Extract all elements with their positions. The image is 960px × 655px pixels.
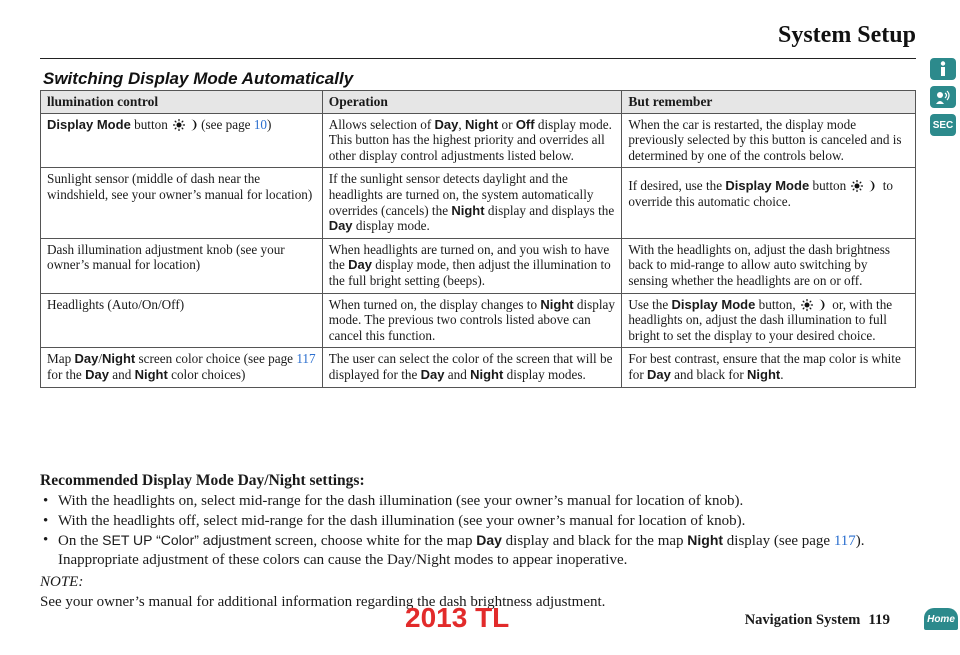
list-item xyxy=(40,512,920,531)
cell-text: display and displays the xyxy=(484,202,615,218)
remember-cell: When the car is restarted, the display mode previously selected by this button is canceled and is determined by one of the controls below. xyxy=(622,113,916,168)
recommended-list xyxy=(40,492,920,570)
operation-cell xyxy=(322,293,622,348)
cell-text: display mode. The previous two controls listed above can cancel this function. xyxy=(328,296,615,343)
column-header: But remember xyxy=(622,91,916,114)
cell-text: When headlights are turned on, and you wish to have the xyxy=(328,241,610,273)
cell-text: for the xyxy=(47,366,86,382)
list-item-text: display (see page xyxy=(723,533,834,549)
table-row xyxy=(41,238,916,293)
page-link[interactable]: 117 xyxy=(296,351,316,367)
footer-navigation xyxy=(745,612,890,629)
operation-cell xyxy=(322,348,622,387)
list-item-text: With the headlights off, select mid-range for the dash illumination (see your owner’s manual for location of knob). xyxy=(58,512,746,529)
cell-text: (see page xyxy=(201,116,254,132)
control-cell xyxy=(41,348,323,387)
home-button[interactable]: Home xyxy=(924,608,958,630)
cell-text: and xyxy=(444,366,471,382)
day-term: Day xyxy=(476,532,502,548)
cell-text: When turned on, the display changes to xyxy=(328,296,541,312)
note-label: NOTE: xyxy=(40,574,84,590)
column-header: Operation xyxy=(322,91,622,114)
cell-text: Map xyxy=(47,351,75,367)
list-item xyxy=(40,492,920,511)
illumination-table xyxy=(40,90,916,388)
off-term: Off xyxy=(515,116,535,132)
day-term: Day xyxy=(85,366,109,382)
color-adjustment-term: “Color” adjustment xyxy=(152,532,272,548)
list-item-text: screen, choose white for the map xyxy=(271,533,477,549)
cell-text: Allows selection of xyxy=(328,116,435,132)
cell-text: or xyxy=(498,116,516,132)
list-item-text: display and black for the map xyxy=(501,533,688,549)
remember-cell: With the headlights on, adjust the dash brightness back to mid-range to allow auto switching by sensing whether the headlights are on or off. xyxy=(622,238,916,293)
display-mode-label: Display Mode xyxy=(725,178,810,194)
table-header-row xyxy=(41,91,916,114)
cell-text: Use the xyxy=(628,296,672,312)
page-title: System Setup xyxy=(777,22,916,48)
cell-text: display mode. This button has the highest priority and overrides all other display control adjustments listed below. xyxy=(328,116,612,163)
cell-text: For best contrast, ensure that the map color is white for xyxy=(628,351,901,382)
table-row xyxy=(41,168,916,238)
table-row xyxy=(41,113,916,168)
display-mode-icon xyxy=(799,299,829,311)
remember-cell xyxy=(622,293,916,348)
night-term: Night xyxy=(102,351,136,367)
cell-text: to override this automatic choice. xyxy=(628,178,894,209)
night-term: Night xyxy=(134,366,168,382)
title-rule xyxy=(40,58,916,59)
setup-term: SET UP xyxy=(102,532,153,548)
cell-text: If desired, use the xyxy=(628,178,726,194)
bullet: • xyxy=(43,532,49,548)
day-term: Day xyxy=(348,257,372,273)
side-tabs xyxy=(930,58,960,142)
night-term: Night xyxy=(470,366,504,382)
control-cell xyxy=(41,113,323,168)
cell-text: color choices) xyxy=(167,366,246,382)
voice-icon[interactable] xyxy=(930,86,956,108)
operation-cell xyxy=(322,168,622,238)
control-cell: Headlights (Auto/On/Off) xyxy=(41,293,323,348)
watermark: 2013 TL xyxy=(405,602,510,633)
section-heading: Switching Display Mode Automatically xyxy=(43,69,354,88)
list-item-text: ). Inappropriate adjustment of these colors can cause the Day/Night modes to appear inoperative. xyxy=(58,533,865,568)
cell-text: display mode. xyxy=(352,218,430,234)
control-cell: Dash illumination adjustment knob (see your owner’s manual for location) xyxy=(41,238,323,293)
night-term: Night xyxy=(687,532,724,548)
list-item-text: On the xyxy=(58,533,103,549)
list-item xyxy=(40,531,920,569)
cell-text: . xyxy=(780,366,784,382)
cell-text: / xyxy=(98,351,103,367)
cell-text: If the sunlight sensor detects daylight and the headlights are turned on, the system automatically overrides (cancels) the xyxy=(328,171,594,218)
day-term: Day xyxy=(420,366,445,382)
cell-text: button xyxy=(809,178,850,194)
operation-cell xyxy=(322,238,622,293)
cell-text: or, with the headlights on, adjust the dash illumination to full bright to set the display to your desired choice. xyxy=(628,296,893,343)
night-term: Night xyxy=(451,202,485,218)
night-term: Night xyxy=(747,366,781,382)
column-header: llumination control xyxy=(41,91,323,114)
operation-cell xyxy=(322,113,622,168)
cell-text: display modes. xyxy=(503,366,586,382)
remember-cell xyxy=(622,348,916,387)
page-link[interactable]: 10 xyxy=(253,116,267,132)
cell-text: and black for xyxy=(670,366,748,382)
night-term: Night xyxy=(465,116,499,132)
display-mode-icon xyxy=(849,180,879,192)
control-cell: Sunlight sensor (middle of dash near the windshield, see your owner’s manual for location) xyxy=(41,168,323,238)
cell-text: The user can select the color of the screen that will be displayed for the xyxy=(328,351,613,382)
cell-text: display mode, then adjust the illumination to the full bright setting (beeps). xyxy=(328,257,611,288)
recommended-heading: Recommended Display Mode Day/Night settings: xyxy=(40,472,365,489)
remember-cell xyxy=(622,168,916,238)
day-term: Day xyxy=(328,218,353,234)
sec-tab[interactable]: SEC xyxy=(930,114,956,136)
day-term: Day xyxy=(434,116,459,132)
note-text: See your owner’s manual for additional information regarding the dash brightness adjustment. xyxy=(40,594,606,610)
day-term: Day xyxy=(74,351,99,367)
table-row xyxy=(41,348,916,387)
cell-text: button, xyxy=(755,296,799,312)
info-icon[interactable] xyxy=(930,58,956,80)
cell-text: button xyxy=(130,116,172,132)
table-row xyxy=(41,293,916,348)
footer-nav-label: Navigation System xyxy=(744,612,861,628)
bullet: • xyxy=(43,512,49,529)
page-link[interactable]: 117 xyxy=(833,533,856,549)
cell-text: and xyxy=(108,366,135,382)
page-number: 119 xyxy=(868,612,890,628)
cell-text: screen color choice (see page xyxy=(135,351,297,367)
list-item-text: With the headlights on, select mid-range for the dash illumination (see your owner’s manual for location of knob). xyxy=(58,493,744,509)
display-mode-label: Display Mode xyxy=(671,296,756,312)
cell-text: ) xyxy=(267,116,272,132)
cell-text: , xyxy=(458,116,465,132)
display-mode-label: Display Mode xyxy=(47,116,131,132)
bullet: • xyxy=(43,493,49,509)
night-term: Night xyxy=(540,296,574,312)
day-term: Day xyxy=(647,366,671,382)
display-mode-icon xyxy=(171,119,201,131)
